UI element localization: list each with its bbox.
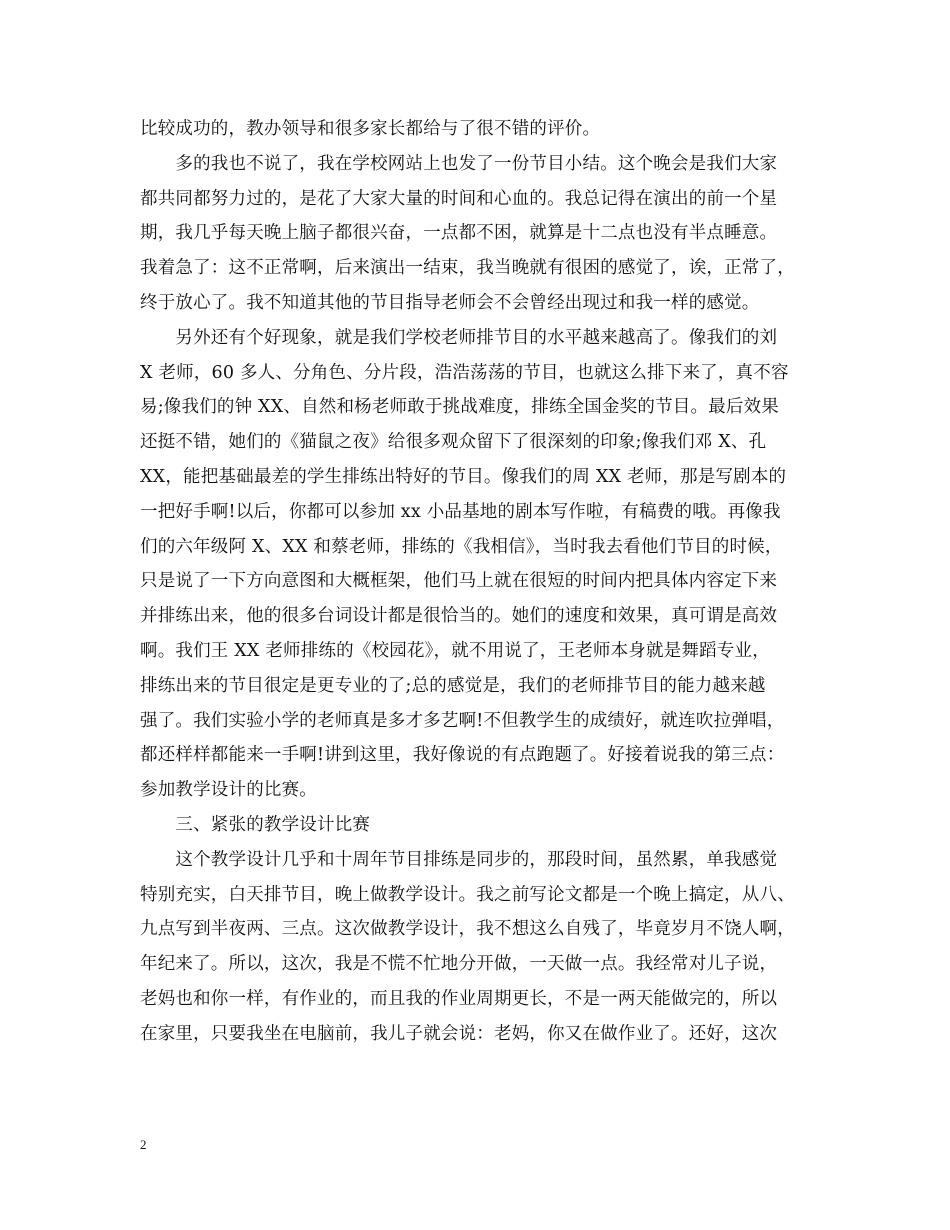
text-line: 期，我几乎每天晚上脑子都很兴奋，一点都不困，就算是十二点也没有半点睡意。 xyxy=(140,223,778,244)
text-line: 我着急了：这不正常啊，后来演出一结束，我当晚就有很困的感觉了，诶，正常了， xyxy=(140,258,795,279)
text-line: 啊。我们王 XX 老师排练的《校园花》，就不用说了，王老师本身就是舞蹈专业， xyxy=(140,640,770,661)
text-line: 参加教学设计的比赛。 xyxy=(140,780,317,801)
text-line: XX，能把基础最差的学生排练出特好的节目。像我们的周 XX 老师，那是写剧本的 xyxy=(140,466,787,487)
text-line: 排练出来的节目很定是更专业的了;总的感觉是，我们的老师排节目的能力越来越 xyxy=(140,675,766,696)
text-line: 易;像我们的钟 XX、自然和杨老师敢于挑战难度，排练全国金奖的节目。最后效果 xyxy=(140,397,779,418)
text-line: 并排练出来，他的很多台词设计都是很恰当的。她们的速度和效果，真可谓是高效 xyxy=(140,606,778,627)
text-line: 终于放心了。我不知道其他的节目指导老师会不会曾经出现过和我一样的感觉。 xyxy=(140,292,760,313)
text-line: 多的我也不说了，我在学校网站上也发了一份节目小结。这个晚会是我们大家 xyxy=(140,153,778,174)
text-line: 都还样样都能来一手啊!讲到这里，我好像说的有点跑题了。好接着说我的第三点： xyxy=(140,745,785,766)
text-line: 年纪来了。所以，这次，我是不慌不忙地分开做，一天做一点。我经常对儿子说， xyxy=(140,954,778,975)
text-line: 老妈也和你一样，有作业的，而且我的作业周期更长，不是一两天能做完的，所以 xyxy=(140,988,778,1009)
text-line: 九点写到半夜两、三点。这次做教学设计，我不想这么自残了，毕竟岁月不饶人啊， xyxy=(140,919,795,940)
text-line: 另外还有个好现象，就是我们学校老师排节目的水平越来越高了。像我们的刘 xyxy=(140,327,778,348)
text-line: 一把好手啊!以后，你都可以参加 xx 小品基地的剧本写作啦，有稿费的哦。再像我 xyxy=(140,501,781,522)
text-line: 只是说了一下方向意图和大概框架，他们马上就在很短的时间内把具体内容定下来 xyxy=(140,571,778,592)
text-line: 强了。我们实验小学的老师真是多才多艺啊!不但教学生的成绩好，就连吹拉弹唱， xyxy=(140,710,785,731)
text-line: 这个教学设计几乎和十周年节目排练是同步的，那段时间，虽然累，单我感觉 xyxy=(140,849,778,870)
text-line: X 老师，60 多人、分角色、分片段，浩浩荡荡的节目，也就这么排下来了，真不容 xyxy=(140,362,789,383)
text-line: 特别充实，白天排节目，晚上做教学设计。我之前写论文都是一个晚上搞定，从八、 xyxy=(140,884,795,905)
text-line: 都共同都努力过的，是花了大家大量的时间和心血的。我总记得在演出的前一个星 xyxy=(140,188,778,209)
page-number: 2 xyxy=(140,1137,147,1152)
text-line: 三、紧张的教学设计比赛 xyxy=(140,814,371,835)
body-text xyxy=(140,112,812,1052)
text-line: 比较成功的，教办领导和很多家长都给与了很不错的评价。 xyxy=(140,119,601,139)
text-line: 还挺不错，她们的《猫鼠之夜》给很多观众留下了很深刻的印象;像我们邓 X、孔 xyxy=(140,432,767,453)
text-line: 们的六年级阿 X、XX 和蔡老师，排练的《我相信》，当时我去看他们节目的时候， xyxy=(140,536,783,557)
text-line: 在家里，只要我坐在电脑前，我儿子就会说：老妈，你又在做作业了。还好，这次 xyxy=(140,1023,778,1044)
